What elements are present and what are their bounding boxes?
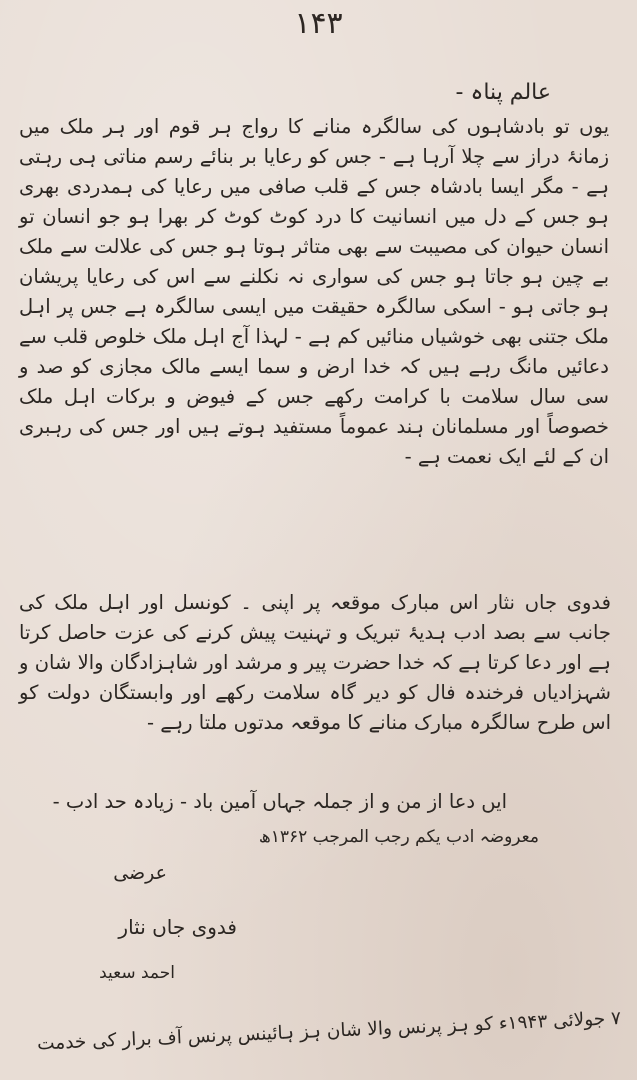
body-paragraph-2: فدوی جاں نثار اس مبارک موقعہ پر اپنی ۔ کونسل اور اہل ملک کی جانب سے بصد ادب ہدیۂ تبریک و تہنیت پیش کرنے کی عزت حاصل کرتا ہے اور دعا کرتا ہے کہ خدا حضرت پیر و مرشد اور شاہزادگان والا شان و شہزادیاں فرخندہ فال کو دیر گاہ سلامت رکھے اور وابستگان دولت کو اس طرح سالگرہ مبارک منانے کا موقعہ مدتوں ملتا رہے -: [19, 591, 611, 734]
closing-prayer: ایں دعا از من و از جملہ جہاں آمین باد - زیادہ حد ادب -: [52, 790, 507, 813]
petition-label: عرضی: [113, 862, 167, 884]
body-paragraph-1: یوں تو بادشاہوں کی سالگرہ منانے کا رواج ہر قوم اور ہر ملک میں زمانۂ دراز سے چلا آرہا ہے - جس کو رعایا بر بنائے رسم مناتی ہی رہتی ہے - مگر ایسا بادشاہ جس کے قلب صافی میں رعایا کی ہمدردی بھری ہو جس کے دل میں انسانیت کا درد کوٹ کوٹ کر بھرا ہو جو انسان تو انسان حیوان کی مصیبت سے بھی متاثر ہوتا ہو جس کی علالت سے ملک بے چین ہو جاتا ہو جس کی سواری نہ نکلنے سے اس کی رعایا پریشان ہو جاتی ہو - اسکی سالگرہ حقیقت میں ایسی سالگرہ ہے جس پر اہل ملک جتنی بھی خوشیاں منائیں کم ہے - لہذا آج اہل ملک خلوص قلب سے دعائیں مانگ رہے ہیں کہ خدا ارض و سما ایسے مالک مجازی کو صد و سی سال سلامت با کرامت رکھے جس کے فیوض و برکات اہل ملک خصوصاً اور مسلمانان ہند عموماً مستفید ہوتے ہیں اور جس کی رہبری ان کے لئے ایک نعمت ہے -: [19, 115, 609, 468]
signature-name: احمد سعید: [99, 963, 175, 983]
salutation: عالم پناہ -: [455, 80, 551, 105]
footer-note: ۷ جولائی ۱۹۴۳ء کو ہز پرنس والا شان ہز ہائینس پرنس آف برار کی خدمت: [36, 1008, 622, 1055]
page-number: ۱۴۳: [294, 6, 343, 41]
signature-role: فدوی جاں نثار: [118, 915, 237, 939]
date-line: معروضہ ادب یکم رجب المرجب ۱۳۶۲ھ: [258, 827, 539, 847]
